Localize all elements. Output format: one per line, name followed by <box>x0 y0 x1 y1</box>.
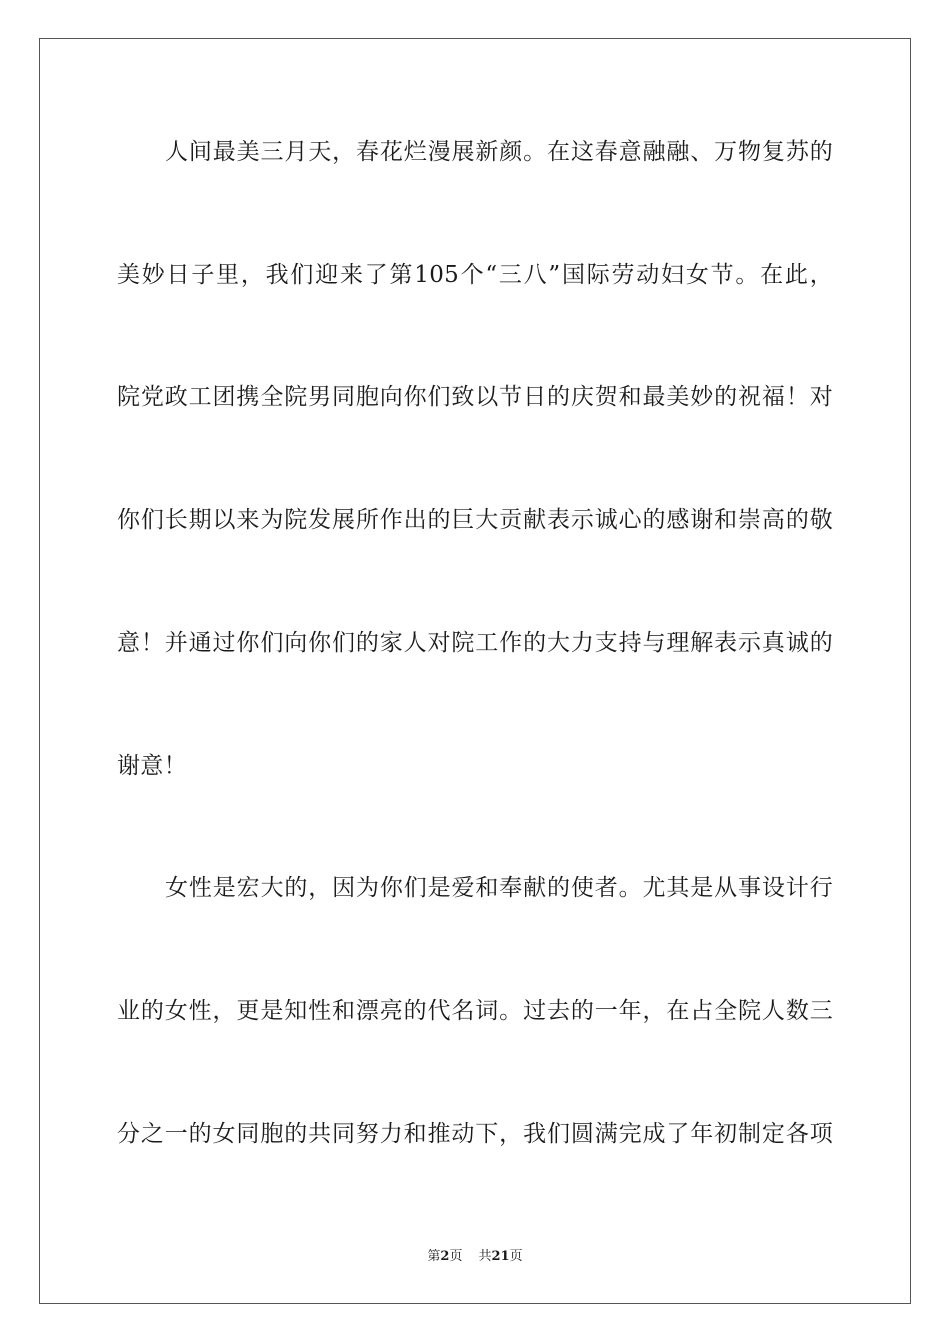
page-number: 2 <box>440 1249 450 1264</box>
paragraph-line: 意！并通过你们向你们的家人对院工作的大力支持与理解表示真诚的 <box>117 630 833 656</box>
paragraph-line: 你们长期以来为院发展所作出的巨大贡献表示诚心的感谢和崇高的敬 <box>117 507 833 533</box>
total-prefix: 共 <box>478 1249 492 1264</box>
paragraph-line: 业的女性，更是知性和漂亮的代名词。过去的一年，在占全院人数三 <box>117 998 833 1024</box>
paragraph-line: 谢意！ <box>117 753 187 779</box>
page-footer <box>0 1247 950 1267</box>
paragraph-line: 人间最美三月天，春花烂漫展新颜。在这春意融融、万物复苏的 <box>165 139 833 165</box>
total-suffix: 页 <box>509 1249 523 1264</box>
page-border <box>39 38 911 1304</box>
page-prefix: 第 <box>427 1249 441 1264</box>
total-pages: 21 <box>491 1249 510 1264</box>
paragraph-line: 美妙日子里，我们迎来了第105个“三八”国际劳动妇女节。在此， <box>117 262 833 288</box>
paragraph-line: 女性是宏大的，因为你们是爱和奉献的使者。尤其是从事设计行 <box>165 875 833 901</box>
paragraph-line: 院党政工团携全院男同胞向你们致以节日的庆贺和最美妙的祝福！对 <box>117 384 833 410</box>
page-suffix: 页 <box>449 1249 463 1264</box>
paragraph-line: 分之一的女同胞的共同努力和推动下，我们圆满完成了年初制定各项 <box>117 1121 833 1147</box>
